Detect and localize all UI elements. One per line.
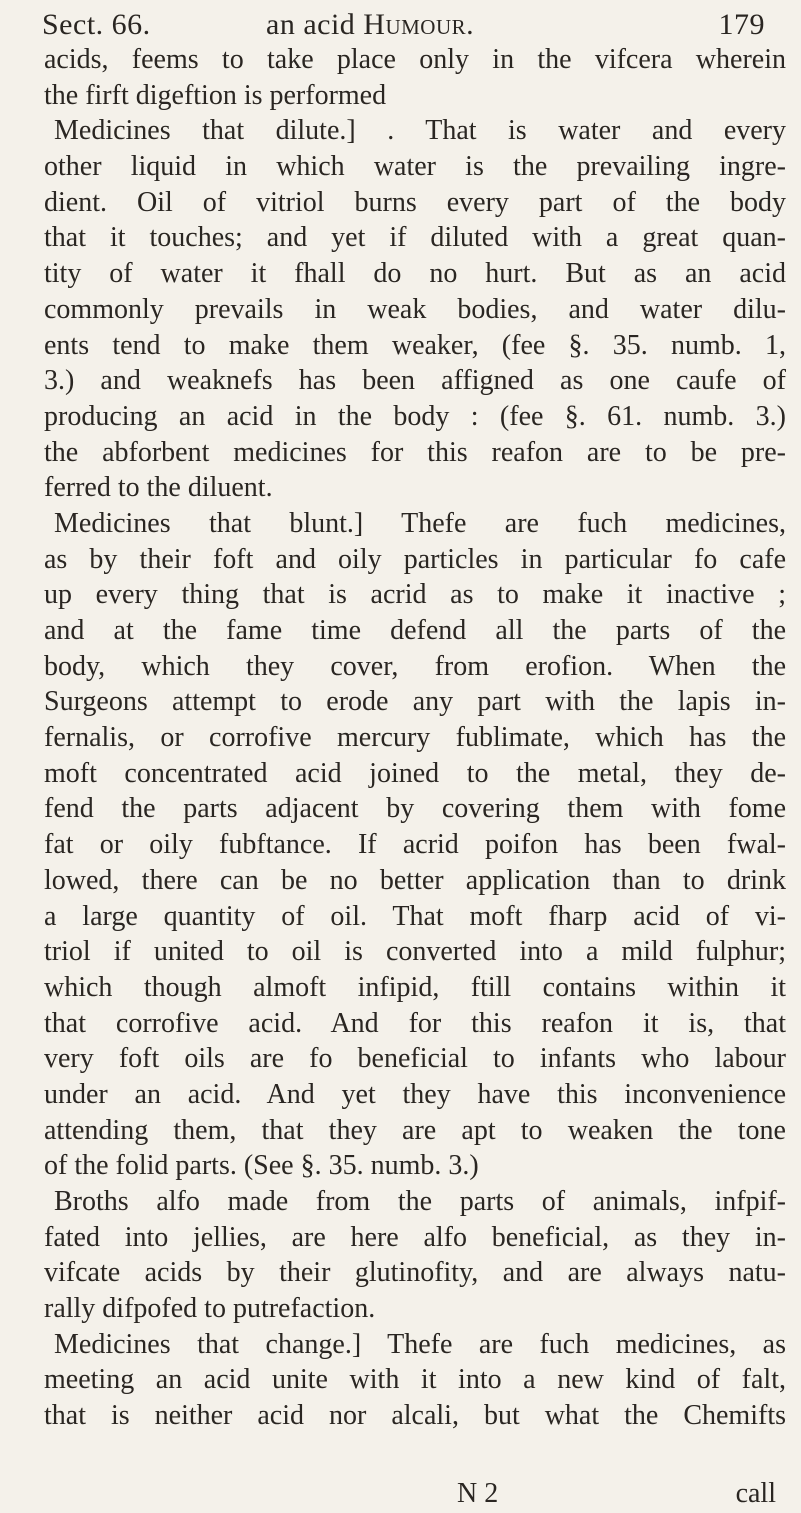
text-line: ents tend to make them weaker, (fee §. 35. numb. 1, <box>44 329 786 361</box>
text-line: fernalis, or corrofive mercury fublimate, which has the <box>44 722 786 754</box>
running-title-main: Humour. <box>363 8 475 41</box>
text-line: dient. Oil of vitriol burns every part of the body <box>44 186 786 218</box>
text-line: vifcate acids by their glutinofity, and are always natu- <box>44 1257 786 1289</box>
running-title-prefix: an acid <box>266 8 356 41</box>
running-title <box>266 8 474 42</box>
text-line: Broths alfo made from the parts of animals, infpif- <box>54 1186 786 1217</box>
text-line: triol if united to oil is converted into a mild fulphur; <box>44 936 786 968</box>
text-line: that is neither acid nor alcali, but what the Chemifts <box>44 1400 786 1432</box>
text-line: 3.) and weaknefs has been affigned as one caufe of <box>44 365 786 397</box>
text-line: Medicines that change.] Thefe are fuch medicines, as <box>54 1328 786 1360</box>
text-line: which though almoft infipid, ftill contains within it <box>44 971 786 1003</box>
signature-mark: N 2 <box>457 1478 499 1509</box>
text-line: commonly prevails in weak bodies, and water dilu- <box>44 293 786 325</box>
section-label: Sect. 66. <box>42 8 151 41</box>
text-line: fend the parts adjacent by covering them with fome <box>44 793 786 825</box>
text-line: moft concentrated acid joined to the metal, they de- <box>44 757 786 789</box>
text-line: up every thing that is acrid as to make it inactive ; <box>44 579 786 611</box>
text-line: Medicines that blunt.] Thefe are fuch medicines, <box>54 507 786 539</box>
text-line: tity of water it fhall do no hurt. But as an acid <box>44 258 786 290</box>
text-line: acids, feems to take place only in the vifcera wherein <box>44 44 786 75</box>
text-line: lowed, there can be no better application than to drink <box>44 864 786 896</box>
text-line: very foft oils are fo beneficial to infants who labour <box>44 1043 786 1075</box>
text-line: body, which they cover, from erofion. When the <box>44 650 786 682</box>
text-line: fat or oily fubftance. If acrid poifon has been fwal- <box>44 829 786 861</box>
body-text <box>44 42 786 1434</box>
text-line: other liquid in which water is the prevailing ingre- <box>44 151 786 183</box>
text-line: of the folid parts. (See §. 35. numb. 3.) <box>44 1150 479 1182</box>
text-line: fated into jellies, are here alfo beneficial, as they in- <box>44 1221 786 1253</box>
text-line: under an acid. And yet they have this inconvenience <box>44 1078 786 1110</box>
text-line: Surgeons attempt to erode any part with the lapis in- <box>44 686 786 718</box>
text-line: the firft digeftion is performed <box>44 79 387 111</box>
text-line: that it touches; and yet if diluted with a great quan- <box>44 222 786 254</box>
text-line: and at the fame time defend all the parts of the <box>44 615 786 646</box>
text-line: as by their foft and oily particles in particular fo cafe <box>44 543 786 575</box>
page-footer <box>44 1478 786 1512</box>
text-line: the abforbent medicines for this reafon are to be pre- <box>44 436 786 468</box>
text-line: ferred to the diluent. <box>44 472 273 504</box>
text-line: a large quantity of oil. That moft fharp acid of vi- <box>44 900 786 932</box>
text-line: meeting an acid unite with it into a new kind of falt, <box>44 1364 786 1396</box>
catchword: call <box>735 1478 776 1509</box>
text-line: rally difpofed to putrefaction. <box>44 1293 376 1325</box>
text-line: attending them, that they are apt to weaken the tone <box>44 1114 786 1146</box>
text-line: that corrofive acid. And for this reafon it is, that <box>44 1007 786 1039</box>
text-line: Medicines that dilute.] . That is water and every <box>54 115 786 147</box>
text-line: producing an acid in the body : (fee §. 61. numb. 3.) <box>44 400 786 432</box>
page-number: 179 <box>718 8 765 41</box>
